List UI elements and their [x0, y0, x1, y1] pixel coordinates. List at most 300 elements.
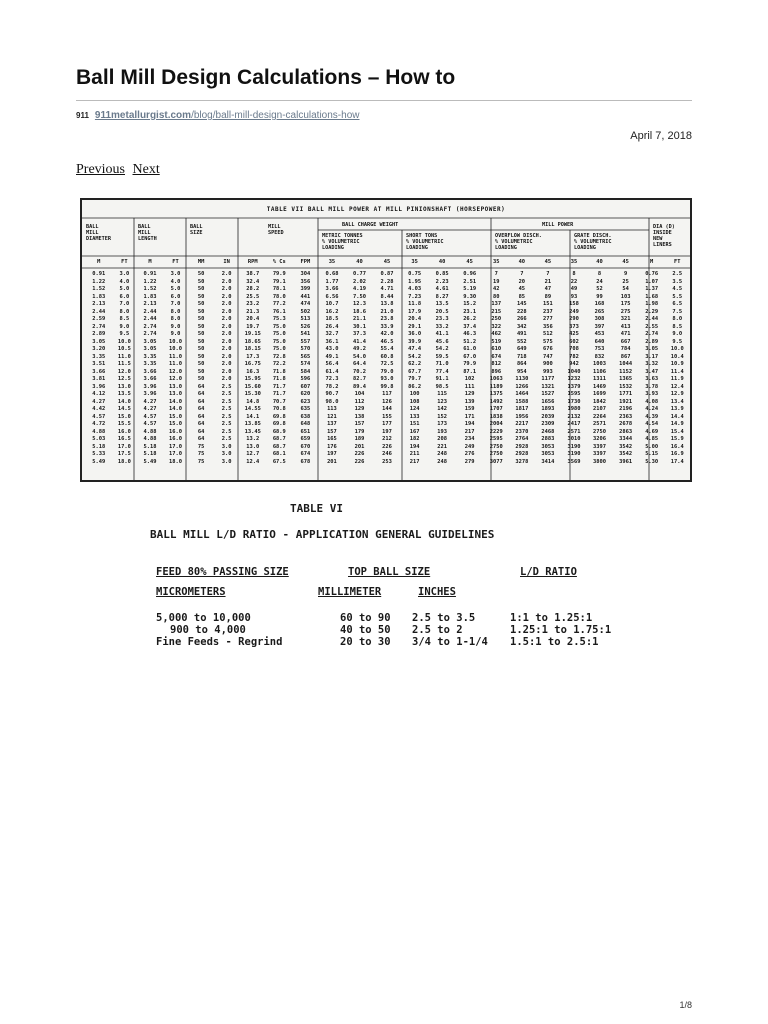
table-vii-cell: 234 — [464, 436, 475, 442]
table-vii-cell: 1311 — [593, 376, 607, 382]
row2-mm: 40 to 50 — [340, 624, 391, 636]
table-vii-cell: 4.5 — [672, 286, 683, 292]
table-vii-cell: 1063 — [489, 376, 503, 382]
table-vii-cell: 8.27 — [435, 293, 449, 300]
table-vii-cell: 277 — [543, 316, 553, 322]
table-vii-cell: 4.12 — [92, 391, 106, 397]
sub-inches: INCHES — [418, 586, 456, 598]
table-vii-cell: 8.5 — [672, 323, 683, 330]
table-vii-cell: 2.0 — [221, 293, 232, 300]
table-vii-cell: 1842 — [593, 398, 607, 405]
table-vii-cell: 8.0 — [672, 316, 683, 322]
publish-date: April 7, 2018 — [630, 130, 692, 142]
table-vii-cell: 8.0 — [170, 308, 181, 315]
table-vii-cell: 2196 — [619, 406, 633, 412]
table-vii-cell: 1.77 — [325, 278, 339, 285]
table-vii-column — [612, 271, 639, 466]
table-vii-cell: 102 — [464, 376, 475, 382]
table-vii-cell: 623 — [300, 398, 311, 405]
next-link[interactable]: Next — [132, 162, 160, 177]
table-vii-cell: 322 — [491, 323, 502, 330]
table-vii-cell: 41.1 — [435, 331, 449, 337]
col-feed-header: FEED 80% PASSING SIZE — [156, 566, 289, 578]
table-vii-cell: 3397 — [593, 443, 607, 450]
table-vii-cell: 6.5 — [672, 301, 683, 307]
table-vii-cell: 4.57 — [92, 413, 106, 420]
table-vii-cell: 14.8 — [246, 398, 260, 405]
table-vii-cell: 21.3 — [246, 308, 260, 315]
table-vii-cell: 5.49 — [92, 458, 106, 465]
table-vii-cell: 75 — [197, 443, 205, 450]
table-vii-cell: 10.0 — [117, 338, 131, 345]
table-vii-cell: 18.65 — [244, 338, 261, 345]
table-vii-cell: 7 — [494, 271, 498, 277]
table-vii-cell: 17.0 — [117, 443, 131, 450]
table-vii-cell: 2.55 — [645, 323, 659, 330]
table-vii-cell: 3344 — [619, 436, 633, 442]
table-vii-subheader: MM — [197, 259, 205, 265]
table-vii-cell: 2750 — [489, 443, 503, 450]
table-vii-cell: 3.66 — [92, 368, 106, 375]
table-vii-cell: 7.5 — [672, 308, 683, 315]
table-vii-cell: 2.74 — [143, 323, 157, 330]
table-vii-cell: 8 — [572, 271, 576, 277]
table-vii-cell: 10.5 — [117, 346, 131, 352]
table-vii-cell: 64 — [197, 413, 205, 420]
table-vii-cell: 1.68 — [645, 293, 659, 300]
table-vii-cell: 41.4 — [353, 338, 366, 345]
table-vii-cell: 211 — [409, 451, 420, 457]
table-vii-cell: 20.4 — [246, 316, 260, 322]
table-vii-cell: 12.0 — [169, 368, 183, 375]
table-vii-subheader: IN — [223, 259, 230, 265]
table-vii-cell: 2.44 — [92, 308, 106, 315]
col-ld-header: L/D RATIO — [520, 566, 577, 578]
table-vii-cell: 832 — [594, 353, 605, 360]
table-vii-cell: 3278 — [515, 458, 529, 465]
table-vii-cell: 17.0 — [169, 451, 183, 457]
table-vii-scan — [80, 198, 692, 482]
table-vii-cell: 15.60 — [244, 383, 261, 390]
table-vii-cell: 7.0 — [119, 301, 130, 307]
table-vii-cell: 151 — [409, 421, 420, 427]
table-vii-cell: 26.4 — [325, 323, 339, 330]
table-vii-cell: 11.0 — [169, 353, 183, 360]
table-vii-column — [535, 271, 562, 466]
table-vii-cell: 79.1 — [272, 278, 286, 285]
table-vii-cell: 50 — [197, 331, 205, 337]
table-vii-cell: 50 — [197, 323, 205, 330]
table-vii-cell: 4.42 — [92, 406, 106, 412]
table-vii-cell: 82.7 — [353, 376, 366, 382]
table-vii-cell: 54.2 — [435, 346, 449, 352]
table-vii-cell: 0.75 — [408, 271, 422, 277]
table-vii-cell: 2678 — [619, 421, 633, 427]
table-vii-cell: 36.0 — [408, 331, 422, 337]
table-vii-cell: 217 — [409, 458, 420, 465]
table-vii-cell: 112 — [354, 398, 365, 405]
table-vii-cell: 50 — [197, 346, 205, 352]
table-vii-cell: 19 — [492, 278, 500, 285]
table-vii-cell: 4.19 — [353, 286, 366, 292]
table-vii-cell: 33.9 — [380, 323, 394, 330]
table-vii-cell: 80 — [492, 293, 500, 300]
table-vii-cell: 4.27 — [143, 398, 157, 405]
table-vii-cell: 12.9 — [670, 391, 684, 397]
table-vii-cell: 13.0 — [246, 443, 260, 450]
table-vii-cell: 2.0 — [221, 353, 232, 360]
table-vii-cell: 1130 — [515, 376, 529, 382]
table-vii-cell: 158 — [569, 301, 579, 307]
table-vii-cell: 249 — [464, 443, 475, 450]
table-vii-cell: 50 — [197, 353, 205, 360]
table-vii-cell: 2.13 — [143, 301, 157, 307]
table-vii-cell: 50 — [197, 293, 205, 300]
table-vii-cell: 3.66 — [325, 286, 339, 292]
sub-micrometers: MICROMETERS — [156, 586, 226, 598]
table-vii-cell: 3961 — [619, 458, 633, 465]
table-vii-cell: 133 — [409, 413, 420, 420]
table-vii-cell: 4.0 — [119, 278, 130, 285]
table-vii-cell: 2.44 — [645, 316, 659, 322]
table-vii-cell: 5.15 — [645, 451, 659, 457]
table-vii-cell: 276 — [464, 451, 475, 457]
table-vii-cell: 575 — [543, 338, 553, 345]
table-vii-cell: 2883 — [541, 436, 555, 442]
table-vii-cell: 1492 — [489, 398, 503, 405]
table-vii-cell: 3053 — [541, 443, 555, 450]
table-vii-cell: 151 — [543, 301, 553, 307]
table-vii-cell: 4.54 — [645, 421, 659, 427]
table-vii-cell: 1.37 — [645, 286, 659, 292]
table-vii-cell: 4.57 — [143, 413, 157, 420]
table-vii-cell: 64 — [197, 398, 205, 405]
table-vii-cell: 9.0 — [119, 323, 130, 330]
table-vii-cell: 21.0 — [380, 308, 394, 315]
table-vii-cell: 78.1 — [272, 286, 286, 292]
table-vii-cell: 3.5 — [672, 278, 683, 285]
table-vii-cell: 3.05 — [143, 346, 157, 352]
table-vii-cell: 3.35 — [143, 353, 157, 360]
table-vii-cell: 30.1 — [353, 323, 366, 330]
table-vii-subheader: 45 — [544, 259, 552, 265]
table-vii-column — [401, 271, 429, 466]
table-vii-cell: 68.7 — [272, 436, 286, 442]
table-vii-cell: 59.5 — [435, 353, 449, 360]
table-vii-cell: 179 — [354, 428, 365, 435]
table-vii-cell: 1707 — [489, 406, 503, 412]
table-vii-cell: 221 — [437, 443, 447, 450]
table-vii-cell: 275 — [620, 308, 631, 315]
title-divider — [76, 100, 692, 101]
table-vii-cell: 79.0 — [380, 368, 394, 375]
table-vii-cell: 11.5 — [117, 361, 131, 367]
table-vii-cell: 77.4 — [435, 368, 449, 375]
table-vii-cell: 2.23 — [435, 278, 449, 285]
table-vii-subheader: RPM — [247, 259, 258, 265]
table-vii-cell: 942 — [569, 361, 579, 367]
hdr-mill-speed: MILL SPEED — [268, 224, 284, 236]
table-vii-cell: 3.05 — [92, 338, 106, 345]
table-vii-cell: 5.00 — [645, 443, 659, 450]
table-vii-subheader: 40 — [356, 259, 363, 265]
table-vii-cell: 237 — [543, 308, 553, 315]
table-vii-cell: 1921 — [619, 398, 633, 405]
row3-mm: 20 to 30 — [340, 636, 391, 648]
table-vii-cell: 194 — [409, 443, 420, 450]
table-vii-cell: 17.3 — [246, 353, 260, 360]
table-vii-cell: 413 — [620, 323, 631, 330]
table-vii-subheader: FT — [172, 259, 179, 265]
table-vii-cell: 12.4 — [246, 458, 260, 465]
table-vii-cell: 72.8 — [272, 353, 286, 360]
table-vii-cell: 3206 — [593, 436, 607, 442]
table-vii-cell: 20.5 — [435, 308, 449, 315]
table-vii-cell: 2.0 — [221, 286, 232, 292]
table-vii-cell: 49.2 — [353, 346, 366, 352]
table-vii-cell: 61.4 — [325, 368, 339, 375]
table-vii-cell: 54.2 — [408, 353, 422, 360]
table-vii-cell: 3.35 — [92, 353, 106, 360]
table-vii-cell: 175 — [620, 301, 631, 307]
table-vii-cell: 10.4 — [670, 353, 684, 360]
hdr-overflow: OVERFLOW DISCH. % VOLUMETRIC LOADING — [495, 233, 542, 251]
table-vii-cell: 2.5 — [221, 383, 232, 390]
table-vii-cell: 6.0 — [119, 293, 130, 300]
table-vii-cell: 23.2 — [246, 301, 260, 307]
source-path: /blog/ball-mill-design-calculations-how — [191, 110, 360, 121]
table-vii-cell: 33.2 — [435, 323, 449, 330]
table-vii-cell: 20 — [518, 278, 526, 285]
table-vii-column — [483, 271, 509, 466]
table-vii-cell: 782 — [569, 353, 579, 360]
table-vii-cell: 3.78 — [645, 383, 659, 390]
table-vii-cell: 1817 — [515, 406, 529, 412]
table-vii-cell: 16.2 — [325, 308, 339, 315]
table-vii-cell: 39.9 — [408, 338, 422, 345]
table-vii-cell: 177 — [382, 421, 392, 427]
table-vii-cell: 22 — [570, 278, 578, 285]
table-vii-subheader: 35 — [492, 259, 500, 265]
table-vii-cell: 5.49 — [143, 458, 157, 465]
table-vii-cell: 62.2 — [408, 361, 422, 367]
table-vii-cell: 1375 — [489, 391, 503, 397]
table-vii-cell: 87.1 — [463, 368, 477, 375]
table-vii-cell: 50 — [197, 316, 205, 322]
hdr-ball-mill-diameter: BALL MILL DIAMETER — [86, 224, 111, 242]
table-vii-cell: 512 — [543, 331, 553, 337]
table-vii-cell: 3.35 — [143, 361, 157, 367]
table-vii-cell: 26.2 — [463, 316, 477, 322]
hdr-mill-power: MILL POWER — [542, 222, 574, 228]
table-vii-cell: 659 — [300, 436, 311, 442]
table-vii-cell: 46.3 — [463, 331, 477, 337]
table-vii-cell: 42 — [492, 286, 500, 292]
table-vii-cell: 71.7 — [272, 391, 286, 397]
table-vii-cell: 51.2 — [463, 338, 477, 345]
table-vii-cell: 165 — [327, 436, 337, 442]
table-vii-cell: 124 — [409, 406, 420, 412]
table-vii-cell: 152 — [437, 413, 447, 420]
table-vii-cell: 50 — [197, 376, 205, 382]
table-vii-cell: 1003 — [593, 361, 607, 367]
table-vii-cell: 193 — [437, 428, 447, 435]
table-vii-cell: 12.5 — [117, 376, 131, 382]
table-vii-cell: 2.5 — [221, 413, 232, 420]
table-vii-cell: 5.5 — [672, 293, 683, 300]
table-vii-column — [428, 271, 456, 466]
table-vii-cell: 3.0 — [170, 271, 181, 277]
table-vii-cell: 36.1 — [325, 338, 339, 345]
table-vii-column — [587, 271, 613, 466]
table-vii-cell: 15.0 — [169, 421, 183, 427]
table-vii-cell: 2107 — [593, 406, 607, 412]
table-vii-cell: 17.9 — [408, 308, 422, 315]
table-vii-cell: 46.5 — [380, 338, 394, 345]
table-vii-cell: 3190 — [567, 451, 581, 457]
table-vii-cell: 10.0 — [670, 346, 684, 352]
hdr-ball-charge-weight: BALL CHARGE WEIGHT — [342, 222, 399, 228]
table-vii-cell: 651 — [300, 428, 311, 435]
table-vii-cell: 10.7 — [325, 301, 339, 307]
source-link[interactable] — [95, 110, 360, 121]
table-vii-cell: 557 — [300, 338, 311, 345]
table-vii-cell: 1106 — [593, 368, 607, 375]
table-vii-cell: 1656 — [541, 398, 555, 405]
table-vii-subheader: 40 — [596, 259, 603, 265]
table-vii-cell: 676 — [543, 346, 553, 352]
table-vii-cell: 86.2 — [408, 383, 422, 390]
table-vii-cell: 15.30 — [244, 391, 261, 397]
row1-mm: 60 to 90 — [340, 612, 391, 624]
table-vii-cell: 10.0 — [169, 338, 183, 345]
table-vii-cell: 67.7 — [408, 368, 422, 375]
table-vii-cell: 596 — [300, 376, 311, 382]
previous-link[interactable]: Previous — [76, 162, 125, 177]
table-vii-column — [188, 271, 214, 466]
table-vii-cell: 3.66 — [143, 376, 157, 382]
hdr-short-tons: SHORT TONS % VOLUMETRIC LOADING — [406, 233, 444, 251]
table-vii-cell: 4.88 — [143, 436, 157, 442]
table-vii-cell: 4.69 — [645, 428, 659, 435]
table-vii-cell: 502 — [300, 308, 311, 315]
table-vii-column — [112, 271, 138, 466]
table-vii-cell: 16.5 — [117, 436, 131, 442]
table-vii-subheader: M — [148, 259, 152, 265]
table-vii-cell: 5.30 — [645, 458, 659, 465]
table-vii-cell: 91.1 — [435, 376, 449, 382]
table-vii-cell: 4.27 — [143, 406, 157, 412]
table-vii-cell: 15.0 — [169, 413, 183, 420]
table-vii-cell: 2571 — [567, 428, 581, 435]
table-vii-subheader: 35 — [570, 259, 578, 265]
table-vii-cell: 54 — [622, 286, 629, 292]
table-vii-cell: 3569 — [567, 458, 581, 465]
source-domain: 911metallurgist.com — [94, 110, 192, 121]
table-vii-cell: 674 — [491, 353, 502, 360]
table-vii-cell: 75.0 — [272, 346, 286, 352]
table-vii-cell: 1893 — [541, 406, 555, 412]
table-vii-cell: 399 — [300, 286, 311, 292]
table-vii-cell: 1.22 — [143, 278, 157, 285]
table-vii-cell: 201 — [354, 443, 365, 450]
table-vii-column — [664, 271, 690, 466]
table-vi-subtitle: BALL MILL L/D RATIO - APPLICATION GENERAL GUIDELINES — [150, 528, 495, 541]
table-vii-column — [561, 271, 587, 466]
table-vii-cell: 1699 — [593, 391, 607, 397]
table-vii-cell: 678 — [300, 458, 311, 465]
table-vii-cell: 15.5 — [117, 421, 131, 427]
table-vii-cell: 1.83 — [143, 293, 157, 300]
table-vii-cell: 129 — [354, 406, 365, 412]
table-vii-cell: 157 — [354, 421, 365, 427]
table-vii-cell: 15.95 — [244, 376, 261, 382]
table-vii-cell: 47.4 — [408, 346, 422, 352]
table-vii-column — [163, 271, 189, 466]
table-vii-cell: 2.0 — [221, 368, 232, 375]
table-vii-cell: 85 — [518, 293, 526, 300]
table-vii-cell: 519 — [491, 338, 502, 345]
table-vii-cell: 3.0 — [221, 458, 232, 465]
table-vii-cell: 137 — [491, 301, 502, 307]
table-vii-cell: 16.3 — [246, 368, 260, 375]
table-vii-cell: 108 — [409, 398, 420, 405]
table-vii-cell: 23.1 — [463, 308, 477, 315]
table-vii-subheader: M — [650, 259, 654, 265]
table-vii-cell: 176 — [327, 443, 337, 450]
table-vii-cell: 3542 — [619, 451, 633, 457]
table-vii-cell: 18.15 — [244, 346, 261, 352]
table-vii-cell: 16.0 — [117, 428, 131, 435]
table-vii-cell: 2.51 — [463, 278, 477, 285]
table-vii-cell: 2863 — [619, 428, 633, 435]
table-vii-cell: 2.0 — [221, 308, 232, 315]
table-vii-cell: 279 — [464, 458, 475, 465]
table-vii-cell: 1730 — [567, 398, 581, 405]
table-vii-column — [456, 271, 484, 466]
table-vii-cell: 248 — [437, 458, 447, 465]
table-vii-cell: 474 — [300, 301, 311, 307]
table-vii-cell: 208 — [437, 436, 447, 442]
table-vii-cell: 61.0 — [463, 346, 477, 352]
table-vii-cell: 8.5 — [119, 316, 130, 322]
table-vii-cell: 13.9 — [670, 406, 684, 412]
table-vii-cell: 13.0 — [169, 391, 183, 397]
table-vii-cell: 25 — [622, 278, 629, 285]
table-vii-cell: 2.0 — [221, 338, 232, 345]
table-vii-cell: 43.0 — [325, 346, 339, 352]
table-vii-cell: 5.0 — [119, 286, 130, 292]
table-vii-cell: 67.5 — [272, 458, 286, 465]
table-vii-cell: 75.3 — [272, 316, 286, 322]
table-vii-cell: 2.5 — [221, 436, 232, 442]
table-vii-cell: 25.5 — [246, 293, 260, 300]
table-vii-cell: 126 — [382, 398, 392, 405]
table-vii-cell: 4.27 — [92, 398, 106, 405]
table-vii-cell: 16.0 — [169, 428, 183, 435]
table-vii-subheader: FT — [121, 259, 128, 265]
table-vii-cell: 3397 — [593, 451, 607, 457]
table-vii-cell: 290 — [569, 316, 579, 322]
table-vii-cell: 38.7 — [246, 271, 260, 277]
table-vii-cell: 68.7 — [272, 443, 286, 450]
row3-ld: 1.5:1 to 2.5:1 — [510, 636, 599, 648]
table-vii-cell: 602 — [569, 338, 579, 345]
table-vii-cell: 425 — [569, 331, 579, 337]
table-vii-cell: 993 — [543, 368, 553, 375]
table-vii-cell: 50 — [197, 301, 205, 307]
table-vii-cell: 45 — [518, 286, 526, 292]
